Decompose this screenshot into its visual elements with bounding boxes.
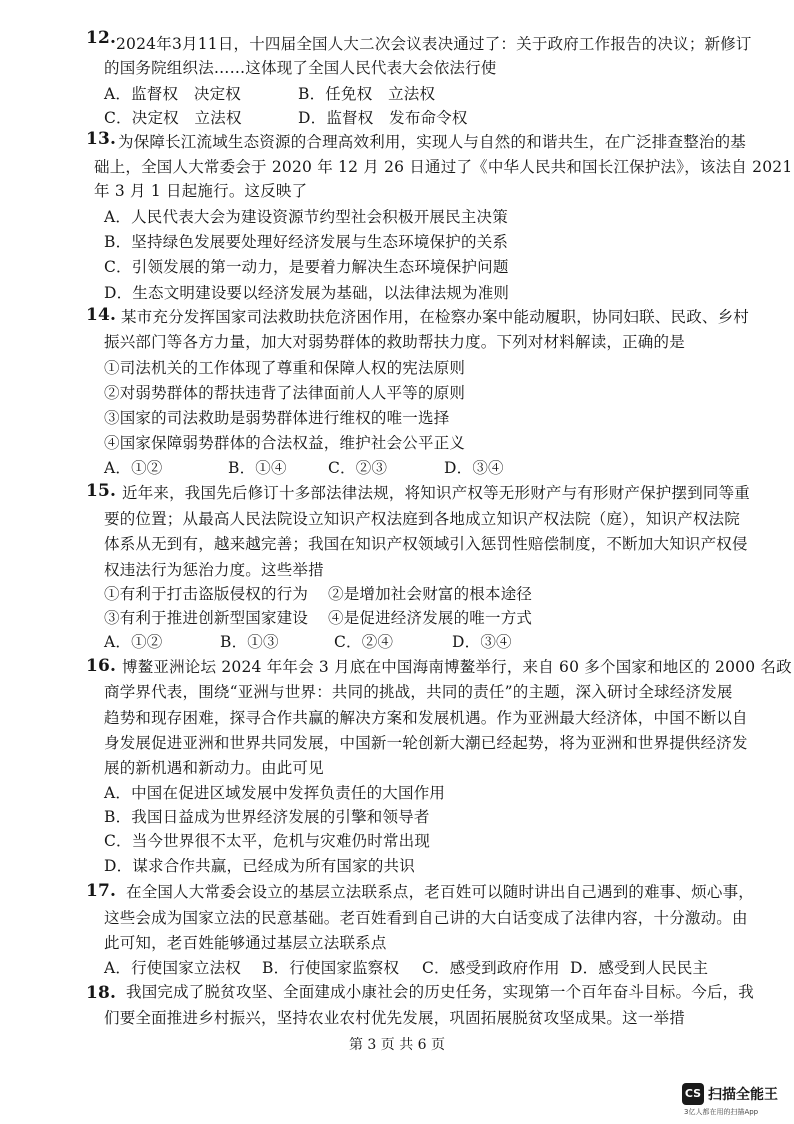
question-text-line: 振兴部门等各方力量，加大对弱势群体的救助帮扶力度。下列对材料解读，正确的是	[104, 333, 685, 351]
question-number: 12.	[86, 28, 117, 48]
option-b: B．行使国家监察权	[262, 959, 400, 977]
statement-4: ④是促进经济发展的唯一方式	[328, 609, 533, 627]
statement-2: ②是增加社会财富的根本途径	[328, 585, 533, 603]
question-text-line: 此可知，老百姓能够通过基层立法联系点	[104, 934, 387, 952]
question-text-line: 趋势和现存困难，探寻合作共赢的解决方案和发展机遇。作为亚洲最大经济体，中国不断以自	[104, 709, 748, 727]
statement-3: ③有利于推进创新型国家建设	[104, 609, 309, 627]
question-text-line: 年 3 月 1 日起施行。这反映了	[94, 182, 308, 200]
brand-subtitle: 3亿人都在用的扫描App	[684, 1108, 759, 1116]
question-text-line: 在全国人大常委会设立的基层立法联系点，老百姓可以随时讲出自己遇到的难事、烦心事，	[126, 883, 755, 901]
question-text-line: 们要全面推进乡村振兴，坚持农业农村优先发展，巩固拓展脱贫攻坚成果。这一举措	[104, 1009, 685, 1027]
option-c: C．②④	[334, 633, 394, 651]
question-text-line: 要的位置；从最高人民法院设立知识产权法庭到各地成立知识产权法院（庭），知识产权法院	[104, 510, 740, 528]
option-a: A．行使国家立法权	[104, 959, 241, 977]
question-number: 18.	[86, 983, 117, 1003]
option-a: A．监督权 决定权	[104, 85, 241, 103]
option-a: A．中国在促进区域发展中发挥负责任的大国作用	[104, 784, 446, 802]
question-text-line: 这些会成为国家立法的民意基础。老百姓看到自己讲的大白话变成了法律内容，十分激动。由	[104, 909, 748, 927]
question-number: 17.	[86, 881, 117, 901]
option-b: B．坚持绿色发展要处理好经济发展与生态环境保护的关系	[104, 233, 509, 251]
option-c: C．当今世界很不太平，危机与灾难仍时常出现	[104, 832, 431, 850]
option-c: C．决定权 立法权	[104, 109, 242, 127]
statement-4: ④国家保障弱势群体的合法权益，维护社会公平正义	[104, 434, 466, 452]
option-b: B．任免权 立法权	[298, 85, 436, 103]
question-text-line: 为保障长江流域生态资源的合理高效利用，实现人与自然的和谐共生，在广泛排查整治的基	[118, 133, 747, 151]
question-text-line: 某市充分发挥国家司法救助扶危济困作用，在检察办案中能动履职，协同妇联、民政、乡村	[121, 308, 750, 326]
question-number: 15.	[86, 481, 117, 501]
scanner-watermark	[682, 1083, 792, 1121]
page-number: 第 3 页 共 6 页	[348, 1037, 446, 1053]
option-d: D．谋求合作共赢，已经成为所有国家的共识	[104, 857, 415, 875]
option-d: D．③④	[452, 633, 512, 651]
question-text-line: 展的新机遇和新动力。由此可见	[104, 759, 324, 777]
option-b: B．①④	[228, 459, 287, 477]
option-a: A．人民代表大会为建设资源节约型社会积极开展民主决策	[104, 208, 508, 226]
statement-1: ①司法机关的工作体现了尊重和保障人权的宪法原则	[104, 359, 466, 377]
statement-3: ③国家的司法救助是弱势群体进行维权的唯一选择	[104, 409, 450, 427]
question-text-line: 近年来，我国先后修订十多部法律法规，将知识产权等无形财产与有形财产保护摆到同等重	[122, 484, 751, 502]
statement-1: ①有利于打击盗版侵权的行为	[104, 585, 309, 603]
option-b: B．①③	[220, 633, 279, 651]
question-text-line: 权违法行为惩治力度。这些举措	[104, 561, 324, 579]
question-text-line: 的国务院组织法……这体现了全国人民代表大会依法行使	[104, 59, 497, 77]
option-d: D．监督权 发布命令权	[298, 109, 468, 127]
question-text-line: 身发展促进亚洲和世界共同发展，中国新一轮创新大潮已经起势，将为亚洲和世界提供经济发	[104, 734, 748, 752]
question-text-line: 我国完成了脱贫攻坚、全面建成小康社会的历史任务，实现第一个百年奋斗目标。今后，我	[126, 983, 755, 1001]
brand-name: 扫描全能王	[708, 1087, 778, 1103]
cs-logo-icon: CS	[682, 1083, 704, 1105]
question-text-line: 2024年3月11日，十四届全国人大二次会议表决通过了：关于政府工作报告的决议；新修订	[116, 35, 752, 53]
option-d: D．生态文明建设要以经济发展为基础，以法律法规为准则	[104, 284, 510, 302]
question-text-line: 商学界代表，围绕“亚洲与世界：共同的挑战，共同的责任”的主题，深入研讨全球经济发展	[104, 683, 733, 701]
question-text-line: 体系从无到有，越来越完善；我国在知识产权领域引入惩罚性赔偿制度，不断加大知识产权侵	[104, 535, 748, 553]
question-number: 13.	[86, 129, 117, 149]
option-d: D．③④	[444, 459, 504, 477]
option-c: C．引领发展的第一动力，是要着力解决生态环境保护问题	[104, 258, 509, 276]
question-text-line: 础上，全国人大常委会于 2020 年 12 月 26 日通过了《中华人民共和国长江保护法》，该法自 2021	[94, 158, 793, 176]
option-a: A．①②	[104, 459, 163, 477]
option-c: C．②③	[328, 459, 388, 477]
question-text-line: 博鳌亚洲论坛 2024 年年会 3 月底在中国海南博鳌举行，来自 60 多个国家和地区的 2000 名政	[122, 658, 792, 676]
statement-2: ②对弱势群体的帮扶违背了法律面前人人平等的原则	[104, 384, 466, 402]
option-b: B．我国日益成为世界经济发展的引擎和领导者	[104, 808, 430, 826]
option-a: A．①②	[104, 633, 163, 651]
option-c: C．感受到政府作用	[422, 959, 560, 977]
question-number: 14.	[86, 305, 117, 325]
option-d: D．感受到人民民主	[570, 959, 709, 977]
question-number: 16.	[86, 656, 117, 676]
